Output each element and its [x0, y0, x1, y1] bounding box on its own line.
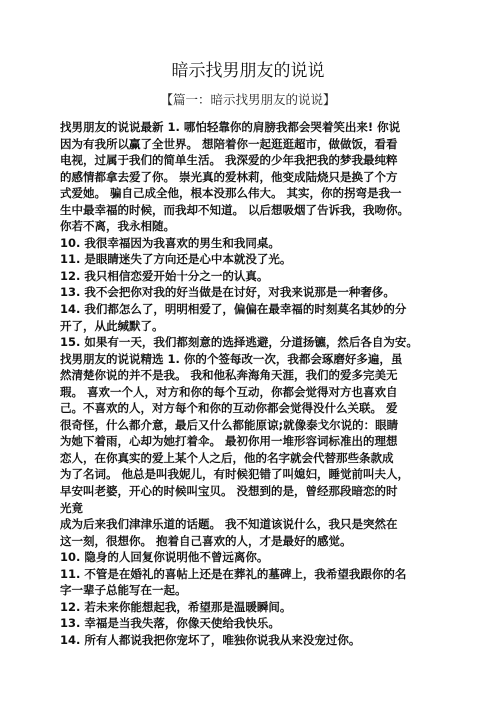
text-line: 瑕。 喜欢一个人，对方和你的每个互动，你都会觉得对方也喜欢自: [60, 384, 398, 399]
text-line: 这一刻，很想你。 抱着自己喜欢的人，才是最好的感觉。: [60, 533, 352, 548]
text-line: 你若不离，我永相随。: [60, 219, 175, 234]
text-line: 己。不喜欢的人，对方每个和你的互动你都会觉得没什么关联。 爱: [60, 401, 398, 416]
text-line: 找男朋友的说说最新 1. 哪怕轻靠你的肩膀我都会哭着笑出来! 你说: [60, 120, 401, 134]
text-line: 开了，从此缄默了。: [60, 318, 164, 333]
text-line: 10. 我很幸福因为我喜欢的男生和我同桌。: [60, 235, 280, 250]
text-line: 电视，过属于我们的简单生活。 我深爱的少年我把我的梦我最纯粹: [60, 153, 398, 168]
text-line: 13. 我不会把你对我的好当做是在讨好，对我来说那是一种奢侈。: [60, 285, 395, 300]
text-line: 14. 所有人都说我把你宠坏了，唯独你说我从来没宠过你。: [60, 632, 361, 647]
text-line: 13. 幸福是当我失落，你像天使给我快乐。: [60, 616, 280, 631]
text-line: 11. 不管是在婚礼的喜帖上还是在葬礼的墓碑上，我希望我跟你的名: [60, 566, 407, 581]
text-line: 14. 我们都怎么了，明明相爱了，偏偏在最幸福的时刻莫名其妙的分: [60, 302, 407, 317]
text-line: 为她下着雨，心却为她打着伞。 最初你用一堆形容词标准出的理想: [60, 434, 398, 449]
text-line: 光竟: [60, 500, 83, 515]
text-line: 生中最幸福的时候，而我却不知道。 以后想吸烟了告诉我，我吻你。: [60, 202, 409, 217]
page-title: 暗示找男朋友的说说: [171, 61, 325, 81]
body-text: [60, 119, 446, 649]
text-line: 11. 是眼睛迷失了方向还是心中本就没了光。: [60, 252, 292, 267]
text-line: 然清楚你说的并不是我。 我和他私奔海角天涯，我们的爱多完美无: [60, 368, 398, 383]
text-line: 为了名词。 他总是叫我妮儿，有时候犯错了叫媳妇，睡觉前叫夫人，: [60, 467, 409, 482]
text-line: 找男朋友的说说精选 1. 你的个签每改一次，我都会琢磨好多遍，虽: [60, 351, 403, 366]
text-line: 很奇怪，什么都介意，最后又什么都能原谅;就像泰戈尔说的：眼睛: [60, 417, 399, 432]
text-line: 恋人，在你真实的爱上某个人之后，他的名字就会代替那些条款成: [60, 450, 394, 465]
text-line: 字一辈子总能写在一起。: [60, 583, 187, 598]
text-line: 因为有我所以赢了全世界。 想陪着你一起逛逛超市，做做饭，看看: [60, 136, 398, 151]
text-line: 式爱她。 骗自己成全他，根本没那么伟大。 其实，你的拐弯是我一: [60, 186, 402, 201]
text-line: 的感情都拿去爱了你。 崇光真的爱林莉，他变成陆烧只是换了个方: [60, 169, 398, 184]
text-line: 15. 如果有一天，我们都刻意的选择逃避，分道扬镳，然后各自为安。: [60, 335, 418, 350]
text-line: 10. 隐身的人回复你说明他不曾远离你。: [60, 550, 269, 565]
text-line: 早安叫老婆，开心的时候叫宝贝。 没想到的是，曾经那段暗恋的时: [60, 484, 398, 499]
text-line: 12. 若未来你能想起我，希望那是温暖瞬间。: [60, 599, 292, 614]
section-subtitle: 【篇一：暗示找男朋友的说说】: [160, 92, 336, 107]
text-line: 12. 我只相信恋爱开始十分之一的认真。: [60, 268, 269, 283]
text-line: 成为后来我们津津乐道的话题。 我不知道该说什么，我只是突然在: [60, 517, 398, 532]
